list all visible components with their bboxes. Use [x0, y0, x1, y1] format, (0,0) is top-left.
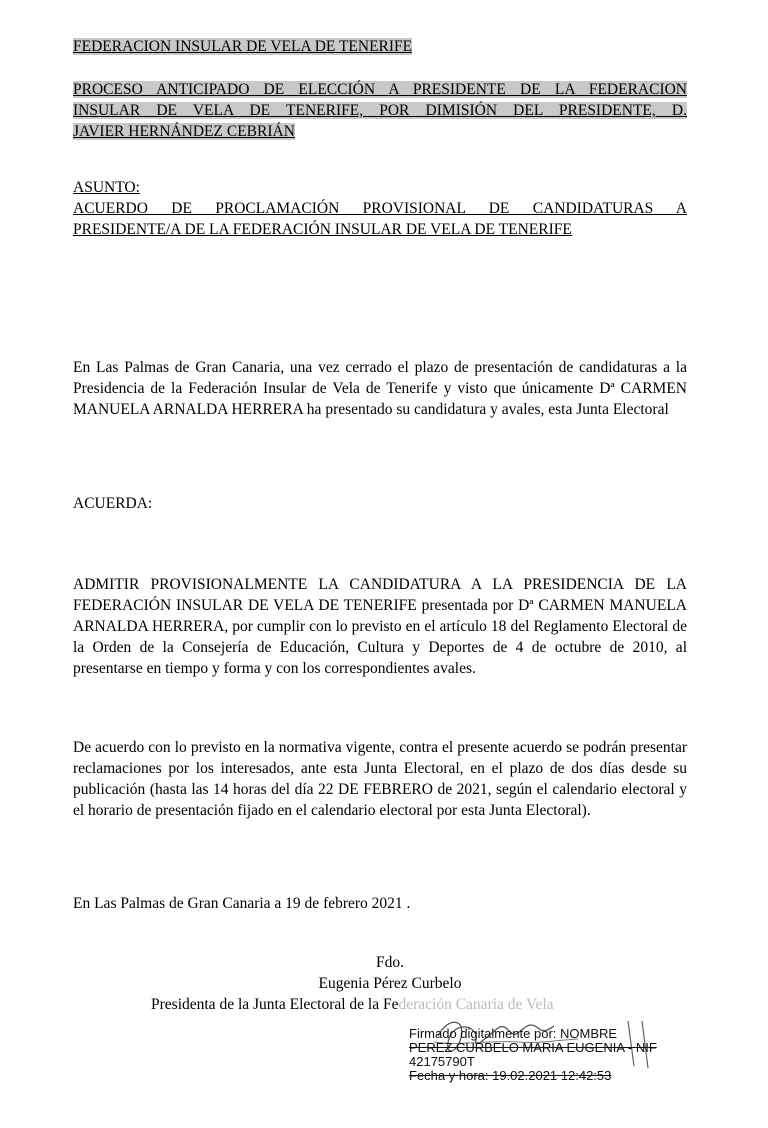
intro-paragraph: En Las Palmas de Gran Canaria, una vez cerrado el plazo de presentación de candidaturas a la Presidencia de la Federación Insular de Vela de Tenerife y visto que únicamente Dª CARMEN MANUELA ARNALDA HERRERA ha presentado su candidatura y avales, esta Junta Electoral [73, 359, 687, 418]
signature-role-faded: deración Canaria de Vela [398, 996, 554, 1013]
acuerda-heading: ACUERDA: [73, 495, 153, 512]
signature-role-text: Presidenta de la Junta Electoral de la Fe [151, 996, 399, 1013]
process-line-2: INSULAR DE VELA DE TENERIFE, POR DIMISIÓN DEL PRESIDENTE, D. [73, 102, 687, 119]
closing-line: En Las Palmas de Gran Canaria a 19 de febrero 2021 . [73, 895, 411, 912]
digital-signature-line-4: Fecha y hora: 19.02.2021 12:42:53 [409, 1068, 612, 1083]
digital-signature-line-2: PEREZ CURBELO MARIA EUGENIA - NIF [409, 1040, 657, 1055]
digital-signature-line-1: Firmado digitalmente por: NOMBRE [409, 1026, 618, 1041]
asunto-section [73, 177, 687, 240]
signature-name: Eugenia Pérez Curbelo [318, 975, 462, 992]
asunto-line-1: ACUERDO DE PROCLAMACIÓN PROVISIONAL DE CANDIDATURAS A [73, 200, 687, 217]
digital-signature-stamp [409, 1027, 669, 1083]
digital-signature-line-3: 42175790T [409, 1054, 475, 1069]
asunto-line-2: PRESIDENTE/A DE LA FEDERACIÓN INSULAR DE VELA DE TENERIFE [73, 221, 572, 238]
process-header [73, 79, 687, 142]
signature-fdo: Fdo. [376, 954, 404, 971]
org-header [73, 36, 687, 57]
asunto-label: ASUNTO: [73, 179, 140, 196]
org-title: FEDERACION INSULAR DE VELA DE TENERIFE [73, 38, 413, 55]
process-line-3: JAVIER HERNÁNDEZ CEBRIÁN [73, 123, 295, 140]
admitir-paragraph: ADMITIR PROVISIONALMENTE LA CANDIDATURA A LA PRESIDENCIA DE LA FEDERACIÓN INSULAR DE VELA DE TENERIFE presentada por Dª CARMEN MANUELA ARNALDA HERRERA, por cumplir con lo previsto en el artículo 18 del Reglamento Electoral de la Orden de la Consejería de Educación, Cultura y Deportes de 4 de octubre de 2010, al presentarse en tiempo y forma y con los correspondientes avales. [73, 576, 687, 677]
process-line-1: PROCESO ANTICIPADO DE ELECCIÓN A PRESIDENTE DE LA FEDERACION [73, 81, 687, 98]
reclamaciones-paragraph: De acuerdo con lo previsto en la normativa vigente, contra el presente acuerdo se podrán presentar reclamaciones por los interesados, ante esta Junta Electoral, en el plazo de dos días desde su publicación (hasta las 14 horas del día 22 DE FEBRERO de 2021, según el calendario electoral y el horario de presentación fijado en el calendario electoral por esta Junta Electoral). [73, 739, 687, 819]
